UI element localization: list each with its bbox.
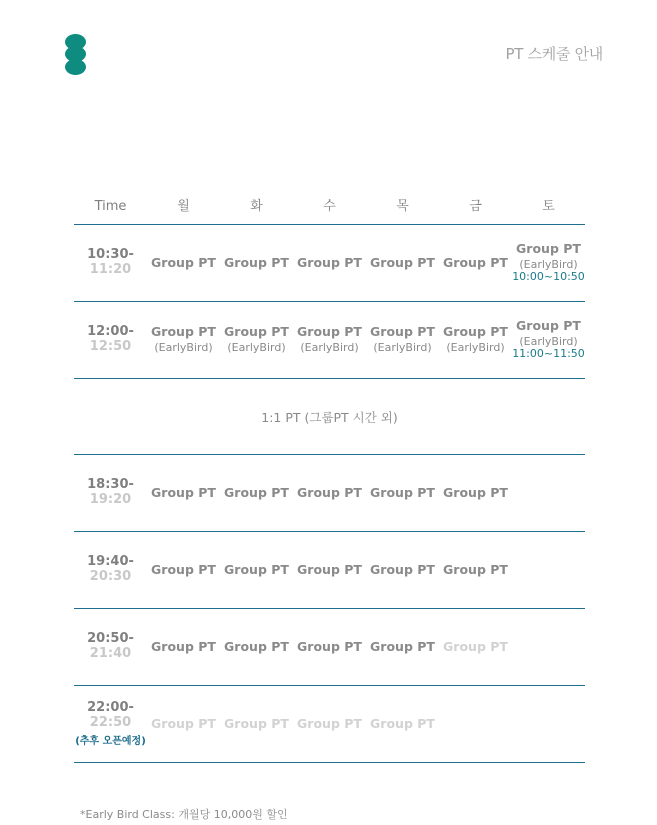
class-name: Group PT: [297, 484, 362, 500]
class-extra-time: 11:00~11:50: [512, 347, 585, 361]
class-cell: [220, 717, 293, 731]
class-cell: [293, 717, 366, 731]
class-name: Group PT: [516, 241, 581, 257]
class-name: Group PT: [224, 638, 289, 654]
class-cell: [293, 325, 366, 354]
column-header-thu: 목: [396, 198, 409, 214]
class-name: Group PT: [224, 254, 289, 270]
time-start: 22:00-: [87, 699, 134, 715]
column-header-tue: 화: [250, 198, 263, 214]
table-row: [74, 532, 585, 609]
time-cell: [74, 248, 147, 278]
time-end: 12:50: [89, 339, 132, 354]
class-name: Group PT: [297, 254, 362, 270]
morning-slots: [74, 225, 585, 379]
table-row: [74, 302, 585, 379]
class-cell: [512, 319, 585, 361]
time-end: 21:40: [89, 646, 132, 661]
page-title: PT 스케줄 안내: [505, 45, 603, 63]
class-cell: [147, 486, 220, 500]
logo-icon: [65, 34, 86, 76]
class-name: Group PT: [224, 324, 289, 340]
class-name: Group PT: [151, 254, 216, 270]
evening-slots: [74, 455, 585, 763]
class-cell: [293, 563, 366, 577]
class-cell: [220, 256, 293, 270]
class-name: Group PT: [443, 484, 508, 500]
class-cell: [220, 563, 293, 577]
class-cell: [147, 256, 220, 270]
time-start: 20:50-: [87, 631, 134, 647]
class-earlybird-label: (EarlyBird): [446, 340, 505, 354]
class-cell: [512, 242, 585, 284]
class-cell: [366, 640, 439, 654]
class-cell: [366, 486, 439, 500]
time-cell: [74, 632, 147, 662]
class-earlybird-label: (EarlyBird): [227, 340, 286, 354]
column-header-sat: 토: [542, 198, 555, 214]
class-name: Group PT: [370, 484, 435, 500]
column-header-mon: 월: [177, 198, 190, 214]
class-cell: [439, 256, 512, 270]
table-header-row: [74, 190, 585, 225]
class-cell: [439, 325, 512, 354]
class-earlybird-label: (EarlyBird): [154, 340, 213, 354]
class-cell: [366, 325, 439, 354]
column-header-fri: 금: [469, 198, 482, 214]
time-start: 19:40-: [87, 554, 134, 570]
class-cell: [220, 486, 293, 500]
class-cell: [439, 563, 512, 577]
class-name: Group PT: [443, 561, 508, 577]
time-start: 18:30-: [87, 477, 134, 493]
column-header-time: Time: [94, 198, 127, 214]
class-name: Group PT: [297, 324, 362, 340]
class-name: Group PT: [370, 561, 435, 577]
class-earlybird-label: (EarlyBird): [519, 257, 578, 271]
class-cell: [147, 563, 220, 577]
class-earlybird-label: (EarlyBird): [373, 340, 432, 354]
class-name: Group PT: [224, 484, 289, 500]
class-name: Group PT: [224, 715, 289, 731]
class-name: Group PT: [151, 561, 216, 577]
table-row: [74, 225, 585, 302]
class-name: Group PT: [151, 484, 216, 500]
class-cell: [366, 256, 439, 270]
class-cell: [366, 717, 439, 731]
class-earlybird-label: (EarlyBird): [519, 334, 578, 348]
class-cell: [147, 717, 220, 731]
class-name: Group PT: [370, 254, 435, 270]
time-cell: [74, 325, 147, 355]
class-cell: [293, 640, 366, 654]
class-cell: [293, 256, 366, 270]
table-row: [74, 455, 585, 532]
class-cell: [220, 325, 293, 354]
class-name: Group PT: [297, 638, 362, 654]
class-cell: [366, 563, 439, 577]
time-end: 11:20: [89, 262, 132, 277]
class-cell: [293, 486, 366, 500]
class-name: Group PT: [370, 324, 435, 340]
class-cell: [220, 640, 293, 654]
class-cell: [439, 640, 512, 654]
column-header-wed: 수: [323, 198, 336, 214]
one-on-one-pt-note: 1:1 PT (그룹PT 시간 외): [74, 379, 585, 455]
class-name: Group PT: [443, 324, 508, 340]
class-name: Group PT: [297, 561, 362, 577]
time-cell: [74, 701, 147, 747]
class-name: Group PT: [443, 638, 508, 654]
class-extra-time: 10:00~10:50: [512, 270, 585, 284]
class-name: Group PT: [370, 638, 435, 654]
time-end: 19:20: [89, 492, 132, 507]
class-name: Group PT: [370, 715, 435, 731]
time-end: 22:50: [89, 714, 132, 730]
table-row: [74, 686, 585, 763]
footnote: *Early Bird Class: 개월당 10,000원 할인: [80, 808, 288, 821]
table-row: [74, 609, 585, 686]
class-cell: [439, 486, 512, 500]
class-name: Group PT: [151, 324, 216, 340]
class-name: Group PT: [297, 715, 362, 731]
time-start: 10:30-: [87, 247, 134, 263]
class-cell: [147, 325, 220, 354]
opening-soon-note: (추후 오픈예정): [75, 735, 146, 747]
class-name: Group PT: [151, 715, 216, 731]
class-name: Group PT: [151, 638, 216, 654]
schedule-table: [74, 190, 585, 763]
class-earlybird-label: (EarlyBird): [300, 340, 359, 354]
time-start: 12:00-: [87, 324, 134, 340]
time-cell: [74, 478, 147, 508]
class-cell: [147, 640, 220, 654]
class-name: Group PT: [516, 318, 581, 334]
class-name: Group PT: [224, 561, 289, 577]
time-cell: [74, 555, 147, 585]
class-name: Group PT: [443, 254, 508, 270]
time-end: 20:30: [89, 569, 132, 584]
